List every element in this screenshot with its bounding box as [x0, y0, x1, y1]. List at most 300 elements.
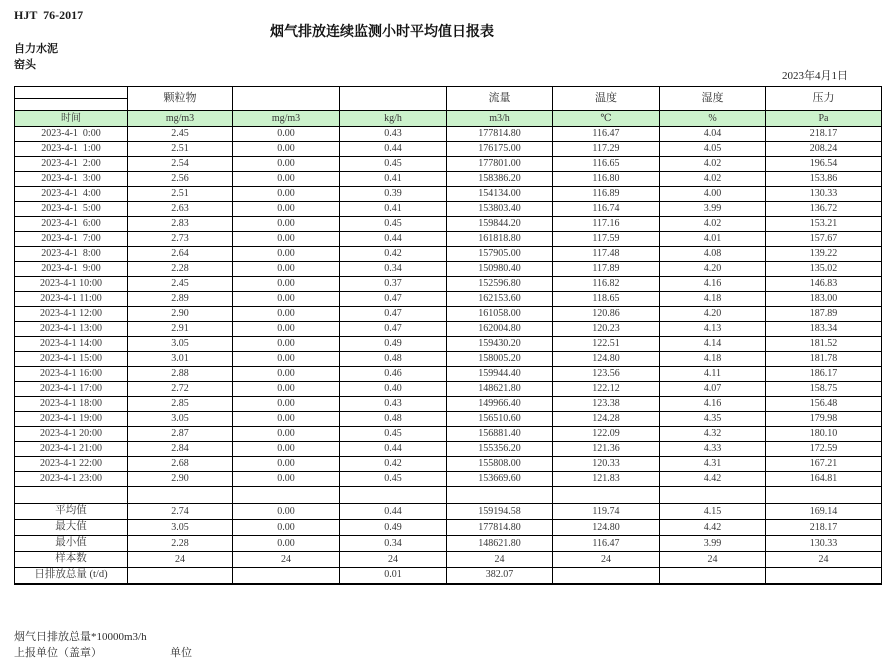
cell: 2.28 [128, 262, 233, 277]
cell [766, 568, 882, 584]
cell: 0.00 [233, 307, 340, 322]
cell: 2.90 [128, 472, 233, 487]
company-name: 自力水泥 [14, 43, 58, 55]
cell: 3.05 [128, 337, 233, 352]
table-row [15, 457, 882, 472]
cell: 139.22 [766, 247, 882, 262]
cell: 124.28 [553, 412, 660, 427]
cell: 2.45 [128, 277, 233, 292]
cell: 0.44 [340, 232, 447, 247]
cell: 116.65 [553, 157, 660, 172]
table-row [15, 232, 882, 247]
cell: 122.12 [553, 382, 660, 397]
cell: 0.00 [233, 277, 340, 292]
cell: 4.07 [660, 382, 766, 397]
cell: 日排放总量 (t/d) [15, 568, 128, 584]
cell: 208.24 [766, 142, 882, 157]
cell: 0.00 [233, 217, 340, 232]
cell: 0.44 [340, 504, 447, 520]
summary-row [15, 504, 882, 520]
unit-cell: mg/m3 [233, 111, 340, 127]
summary-row [15, 568, 882, 584]
cell: 样本数 [15, 552, 128, 568]
footer-line [0, 644, 400, 660]
cell: 0.00 [233, 337, 340, 352]
cell: 0.41 [340, 202, 447, 217]
cell: 2023-4-1 2:00 [15, 157, 128, 172]
table-row [15, 352, 882, 367]
cell: 2023-4-1 17:00 [15, 382, 128, 397]
cell: 4.15 [660, 504, 766, 520]
cell: 2023-4-1 10:00 [15, 277, 128, 292]
table-row [15, 127, 882, 142]
cell [660, 487, 766, 504]
cell: 4.02 [660, 172, 766, 187]
summary-row [15, 552, 882, 568]
cell: 最小值 [15, 536, 128, 552]
cell [128, 487, 233, 504]
cell: 4.20 [660, 262, 766, 277]
cell: 120.86 [553, 307, 660, 322]
unit-label: 单位 [170, 647, 192, 659]
cell: 2.90 [128, 307, 233, 322]
cell: 2023-4-1 4:00 [15, 187, 128, 202]
cell [233, 487, 340, 504]
spacer-row [15, 487, 882, 504]
cell: 218.17 [766, 520, 882, 536]
cell: 148621.80 [447, 536, 553, 552]
table-row [15, 277, 882, 292]
cell: 159944.40 [447, 367, 553, 382]
cell: 2.85 [128, 397, 233, 412]
corner-cell-top [15, 87, 128, 99]
cell: 0.00 [233, 187, 340, 202]
cell: 161818.80 [447, 232, 553, 247]
cell: 157.67 [766, 232, 882, 247]
cell: 180.10 [766, 427, 882, 442]
cell: 4.05 [660, 142, 766, 157]
cell: 154134.00 [447, 187, 553, 202]
header-rows [15, 87, 882, 127]
cell [233, 568, 340, 584]
cell: 0.47 [340, 292, 447, 307]
cell: 0.00 [233, 262, 340, 277]
table-row [15, 397, 882, 412]
monitoring-table [14, 86, 882, 585]
cell: 24 [340, 552, 447, 568]
cell: 2023-4-1 18:00 [15, 397, 128, 412]
cell: 4.02 [660, 217, 766, 232]
cell: 4.18 [660, 352, 766, 367]
cell: 0.45 [340, 157, 447, 172]
cell: 382.07 [447, 568, 553, 584]
unit-cell: % [660, 111, 766, 127]
cell: 0.43 [340, 127, 447, 142]
cell: 0.45 [340, 472, 447, 487]
cell: 0.00 [233, 142, 340, 157]
cell: 0.47 [340, 307, 447, 322]
cell: 2.72 [128, 382, 233, 397]
cell: 0.44 [340, 442, 447, 457]
table-row [15, 262, 882, 277]
cell: 0.00 [233, 504, 340, 520]
cell: 2023-4-1 20:00 [15, 427, 128, 442]
cell: 0.00 [233, 412, 340, 427]
cell: 0.00 [233, 157, 340, 172]
cell [660, 568, 766, 584]
unit-cell: ℃ [553, 111, 660, 127]
cell: 116.82 [553, 277, 660, 292]
cell: 0.00 [233, 457, 340, 472]
cell: 0.34 [340, 536, 447, 552]
cell: 3.99 [660, 202, 766, 217]
cell: 130.33 [766, 187, 882, 202]
col-header-particulate-2 [233, 87, 340, 111]
cell: 2.74 [128, 504, 233, 520]
cell: 24 [233, 552, 340, 568]
cell: 0.00 [233, 397, 340, 412]
cell: 116.47 [553, 536, 660, 552]
cell: 0.00 [233, 292, 340, 307]
monitoring-point: 窑头 [14, 59, 36, 71]
table-row [15, 322, 882, 337]
cell: 119.74 [553, 504, 660, 520]
unit-cell: kg/h [340, 111, 447, 127]
cell: 4.08 [660, 247, 766, 262]
cell: 148621.80 [447, 382, 553, 397]
col-header-temperature: 温度 [553, 87, 660, 111]
cell: 2023-4-1 16:00 [15, 367, 128, 382]
cell: 4.01 [660, 232, 766, 247]
cell: 181.52 [766, 337, 882, 352]
cell: 0.46 [340, 367, 447, 382]
cell: 153669.60 [447, 472, 553, 487]
unit-cell: mg/m3 [128, 111, 233, 127]
cell: 2.51 [128, 142, 233, 157]
cell: 116.89 [553, 187, 660, 202]
cell: 162153.60 [447, 292, 553, 307]
table-row [15, 292, 882, 307]
table-row [15, 187, 882, 202]
cell: 最大值 [15, 520, 128, 536]
cell: 177801.00 [447, 157, 553, 172]
cell: 3.01 [128, 352, 233, 367]
cell: 4.00 [660, 187, 766, 202]
cell: 158386.20 [447, 172, 553, 187]
cell: 3.99 [660, 536, 766, 552]
cell: 0.00 [233, 472, 340, 487]
cell: 0.42 [340, 247, 447, 262]
cell: 0.45 [340, 427, 447, 442]
cell: 0.45 [340, 217, 447, 232]
cell: 4.35 [660, 412, 766, 427]
cell: 146.83 [766, 277, 882, 292]
table-row [15, 427, 882, 442]
cell: 24 [766, 552, 882, 568]
cell: 2.84 [128, 442, 233, 457]
table-row [15, 367, 882, 382]
cell: 0.00 [233, 202, 340, 217]
cell: 4.32 [660, 427, 766, 442]
data-rows [15, 127, 882, 584]
cell [553, 568, 660, 584]
cell: 4.18 [660, 292, 766, 307]
unit-cell: Pa [766, 111, 882, 127]
cell: 187.89 [766, 307, 882, 322]
cell: 4.20 [660, 307, 766, 322]
cell: 122.51 [553, 337, 660, 352]
cell: 2.73 [128, 232, 233, 247]
col-header-pressure: 压力 [766, 87, 882, 111]
cell: 121.83 [553, 472, 660, 487]
cell: 153803.40 [447, 202, 553, 217]
cell: 169.14 [766, 504, 882, 520]
col-header-particulate: 颗粒物 [128, 87, 233, 111]
cell: 158005.20 [447, 352, 553, 367]
cell: 4.31 [660, 457, 766, 472]
cell: 156.48 [766, 397, 882, 412]
standard-code: HJT 76-2017 [14, 8, 84, 22]
cell: 0.44 [340, 142, 447, 157]
cell: 2023-4-1 22:00 [15, 457, 128, 472]
cell: 161058.00 [447, 307, 553, 322]
cell: 186.17 [766, 367, 882, 382]
cell: 2.83 [128, 217, 233, 232]
group-header-row [15, 87, 882, 99]
table-row [15, 247, 882, 262]
cell: 0.43 [340, 397, 447, 412]
cell: 117.89 [553, 262, 660, 277]
cell: 2.56 [128, 172, 233, 187]
cell [766, 487, 882, 504]
cell: 135.02 [766, 262, 882, 277]
cell [340, 487, 447, 504]
cell: 2.87 [128, 427, 233, 442]
cell: 2023-4-1 9:00 [15, 262, 128, 277]
cell: 2.51 [128, 187, 233, 202]
cell: 159430.20 [447, 337, 553, 352]
cell: 176175.00 [447, 142, 553, 157]
cell: 2.89 [128, 292, 233, 307]
table-row [15, 382, 882, 397]
table-row [15, 217, 882, 232]
cell: 2023-4-1 5:00 [15, 202, 128, 217]
cell: 2.64 [128, 247, 233, 262]
cell: 0.49 [340, 520, 447, 536]
cell: 0.00 [233, 127, 340, 142]
cell: 24 [660, 552, 766, 568]
cell: 181.78 [766, 352, 882, 367]
cell: 116.74 [553, 202, 660, 217]
cell: 2023-4-1 3:00 [15, 172, 128, 187]
cell: 0.00 [233, 172, 340, 187]
cell: 2023-4-1 7:00 [15, 232, 128, 247]
cell: 116.47 [553, 127, 660, 142]
cell: 167.21 [766, 457, 882, 472]
cell: 118.65 [553, 292, 660, 307]
col-header-flow: 流量 [447, 87, 553, 111]
table-row [15, 157, 882, 172]
corner-cell-bottom [15, 99, 128, 111]
cell: 156881.40 [447, 427, 553, 442]
cell: 2023-4-1 1:00 [15, 142, 128, 157]
cell: 0.00 [233, 352, 340, 367]
cell: 120.33 [553, 457, 660, 472]
cell: 0.40 [340, 382, 447, 397]
cell: 153.86 [766, 172, 882, 187]
cell: 4.42 [660, 472, 766, 487]
table-row [15, 412, 882, 427]
cell: 0.00 [233, 520, 340, 536]
cell: 4.33 [660, 442, 766, 457]
cell: 2023-4-1 19:00 [15, 412, 128, 427]
cell: 0.34 [340, 262, 447, 277]
cell: 平均值 [15, 504, 128, 520]
cell: 2.54 [128, 157, 233, 172]
cell: 124.80 [553, 352, 660, 367]
cell: 2.68 [128, 457, 233, 472]
cell: 136.72 [766, 202, 882, 217]
cell: 2.91 [128, 322, 233, 337]
cell: 4.02 [660, 157, 766, 172]
cell: 157905.00 [447, 247, 553, 262]
cell: 164.81 [766, 472, 882, 487]
table-row [15, 442, 882, 457]
time-column-header: 时间 [15, 111, 128, 127]
cell: 150980.40 [447, 262, 553, 277]
cell: 122.09 [553, 427, 660, 442]
cell: 2023-4-1 13:00 [15, 322, 128, 337]
table-row [15, 172, 882, 187]
cell: 0.00 [233, 427, 340, 442]
cell: 159844.20 [447, 217, 553, 232]
table-row [15, 472, 882, 487]
cell: 2023-4-1 6:00 [15, 217, 128, 232]
table-row [15, 307, 882, 322]
cell: 2023-4-1 8:00 [15, 247, 128, 262]
cell: 177814.80 [447, 127, 553, 142]
unit-row [15, 111, 882, 127]
cell: 117.16 [553, 217, 660, 232]
cell: 0.37 [340, 277, 447, 292]
cell: 0.42 [340, 457, 447, 472]
cell: 2023-4-1 15:00 [15, 352, 128, 367]
cell [128, 568, 233, 584]
unit-cell: m3/h [447, 111, 553, 127]
cell: 24 [128, 552, 233, 568]
cell: 0.01 [340, 568, 447, 584]
cell: 4.04 [660, 127, 766, 142]
cell: 158.75 [766, 382, 882, 397]
cell: 2023-4-1 23:00 [15, 472, 128, 487]
cell: 4.11 [660, 367, 766, 382]
cell: 153.21 [766, 217, 882, 232]
cell: 2023-4-1 12:00 [15, 307, 128, 322]
cell: 162004.80 [447, 322, 553, 337]
cell: 0.00 [233, 247, 340, 262]
cell: 24 [447, 552, 553, 568]
cell: 179.98 [766, 412, 882, 427]
cell: 116.80 [553, 172, 660, 187]
cell: 2023-4-1 14:00 [15, 337, 128, 352]
cell: 2023-4-1 0:00 [15, 127, 128, 142]
footnote: 烟气日排放总量*10000m3/h [14, 631, 147, 643]
cell: 117.48 [553, 247, 660, 262]
cell: 155356.20 [447, 442, 553, 457]
cell: 0.41 [340, 172, 447, 187]
cell: 4.14 [660, 337, 766, 352]
cell: 149966.40 [447, 397, 553, 412]
page-title: 烟气排放连续监测小时平均值日报表 [270, 25, 494, 40]
cell: 156510.60 [447, 412, 553, 427]
cell [15, 487, 128, 504]
cell: 0.00 [233, 232, 340, 247]
table-row [15, 202, 882, 217]
cell: 0.48 [340, 352, 447, 367]
cell: 123.38 [553, 397, 660, 412]
table-row [15, 142, 882, 157]
cell: 124.80 [553, 520, 660, 536]
cell: 117.59 [553, 232, 660, 247]
cell: 196.54 [766, 157, 882, 172]
cell: 4.42 [660, 520, 766, 536]
cell: 183.34 [766, 322, 882, 337]
cell: 0.00 [233, 367, 340, 382]
cell: 4.16 [660, 277, 766, 292]
cell [447, 487, 553, 504]
cell: 2.28 [128, 536, 233, 552]
cell: 183.00 [766, 292, 882, 307]
cell: 159194.58 [447, 504, 553, 520]
cell: 2023-4-1 21:00 [15, 442, 128, 457]
cell: 123.56 [553, 367, 660, 382]
cell: 2023-4-1 11:00 [15, 292, 128, 307]
cell: 2.63 [128, 202, 233, 217]
cell: 0.48 [340, 412, 447, 427]
cell: 0.47 [340, 322, 447, 337]
cell: 2.88 [128, 367, 233, 382]
report-unit-label: 上报单位（盖章） [14, 647, 102, 659]
cell: 172.59 [766, 442, 882, 457]
cell: 0.49 [340, 337, 447, 352]
report-date: 2023年4月1日 [782, 70, 848, 82]
cell: 0.00 [233, 382, 340, 397]
cell: 177814.80 [447, 520, 553, 536]
cell: 24 [553, 552, 660, 568]
cell: 0.39 [340, 187, 447, 202]
cell: 0.00 [233, 536, 340, 552]
col-header-humidity: 湿度 [660, 87, 766, 111]
cell: 4.16 [660, 397, 766, 412]
col-header-rate [340, 87, 447, 111]
cell: 155808.00 [447, 457, 553, 472]
cell: 3.05 [128, 520, 233, 536]
cell [553, 487, 660, 504]
table-row [15, 337, 882, 352]
cell: 3.05 [128, 412, 233, 427]
cell: 152596.80 [447, 277, 553, 292]
cell: 130.33 [766, 536, 882, 552]
cell: 218.17 [766, 127, 882, 142]
summary-row [15, 536, 882, 552]
cell: 117.29 [553, 142, 660, 157]
cell: 0.00 [233, 322, 340, 337]
summary-row [15, 520, 882, 536]
cell: 0.00 [233, 442, 340, 457]
cell: 2.45 [128, 127, 233, 142]
cell: 4.13 [660, 322, 766, 337]
cell: 121.36 [553, 442, 660, 457]
